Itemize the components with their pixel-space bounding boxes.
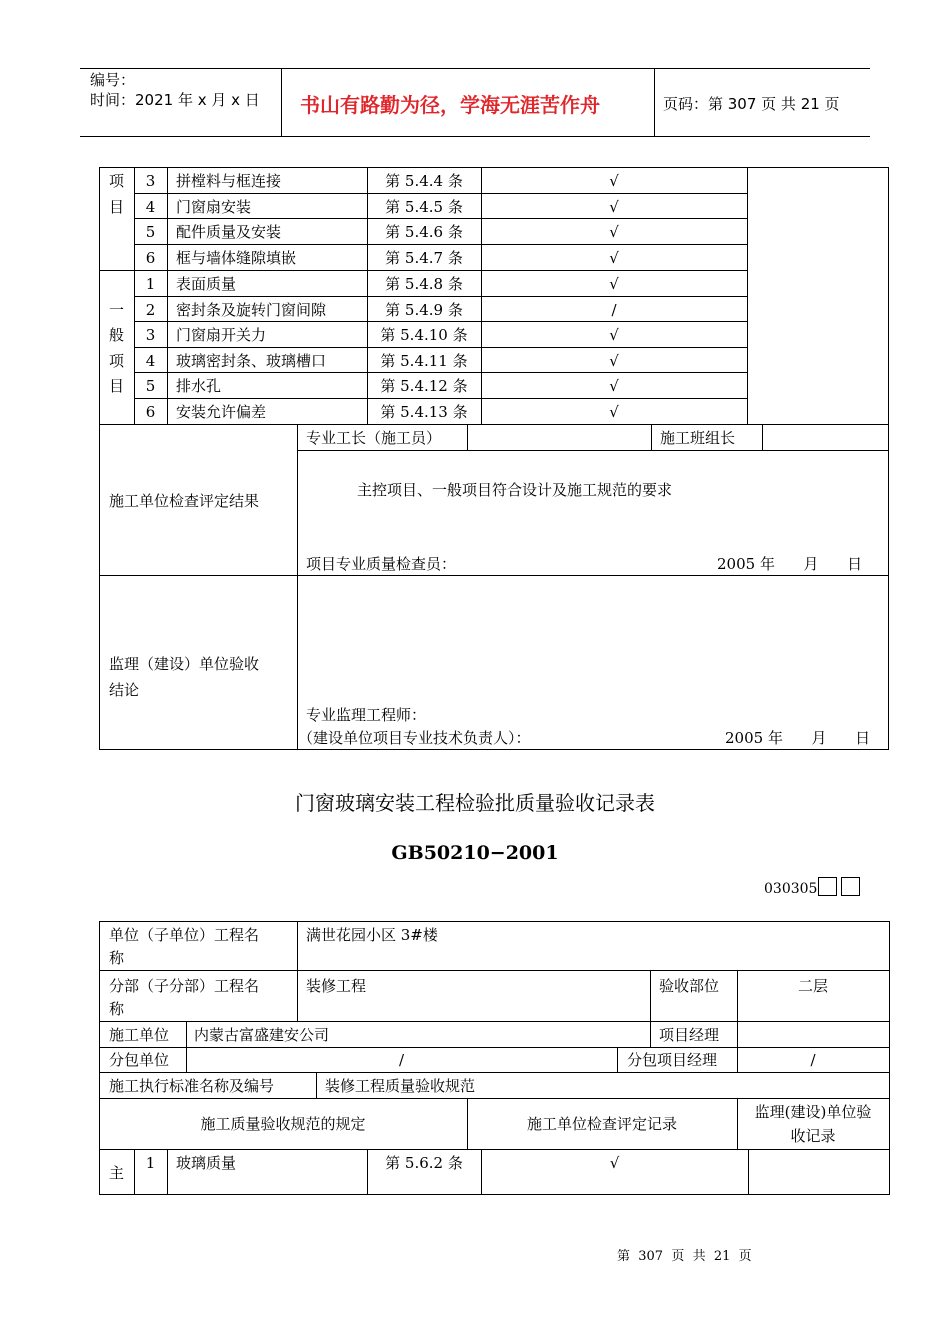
lower-line [99,1072,890,1073]
row-clause: 第 5.4.5 条 [385,198,463,216]
row-num: 5 [145,377,156,395]
lower-line [99,1021,890,1022]
supervisor-engineer-label: 专业监理工程师： [306,706,427,724]
row-num: 1 [145,1154,156,1172]
unit-project-label-2: 称 [109,949,125,967]
row-line [134,244,748,245]
row-num: 6 [145,403,156,421]
header-time-label: 时间：2021 年 x 月 x 日 [90,91,260,109]
row-clause: 第 5.4.10 条 [380,326,468,344]
main-label-1: 项 [109,172,125,190]
upper-bottom-line [99,749,889,750]
lower-line [99,1098,890,1099]
header-number-label: 编号： [90,71,136,89]
row-item: 玻璃密封条、玻璃槽口 [176,352,327,370]
upper-left-border [99,167,100,749]
subcontract-manager-divider [617,1047,618,1072]
form-title: 门窗玻璃安装工程检验批质量验收记录表 [295,791,655,815]
code-box-2 [841,877,860,896]
manager-label-divider [650,1021,651,1047]
row-line [134,218,748,219]
project-manager-label: 项目经理 [659,1026,720,1044]
row-line [134,347,748,348]
general-label-3: 项 [109,352,125,370]
row-result: √ [609,326,619,344]
row-item: 玻璃质量 [176,1154,237,1172]
row-item: 门窗扇开关力 [176,326,267,344]
sub-project-value: 装修工程 [306,977,367,995]
upper-top-line [99,167,889,168]
row-item: 密封条及旋转门窗间隙 [176,301,327,319]
row-line [134,296,748,297]
row-result: √ [609,403,619,421]
row-result: √ [609,352,619,370]
row-line [134,321,748,322]
row-num: 6 [145,249,156,267]
construction-unit-value: 内蒙古富盛建安公司 [194,1026,330,1044]
row-item: 安装允许偏差 [176,403,267,421]
construction-bottom-line [99,575,889,576]
quality-inspector-label: 项目专业质量检查员： [306,555,457,573]
row-num: 4 [145,352,156,370]
row-num: 1 [145,275,156,293]
row-num: 3 [145,326,156,344]
row-num: 3 [145,172,156,190]
label-divider [297,921,298,1021]
leader-divider [651,424,652,450]
upper-right-border [888,167,889,749]
row-group-label: 主 [109,1164,125,1182]
row-clause: 第 5.4.11 条 [380,352,468,370]
col-supervision-header-1: 监理(建设)单位验 [754,1103,872,1121]
lower-right-border [889,921,890,1194]
unit-project-value: 满世花园小区 3#楼 [306,926,438,944]
row-line [99,270,748,271]
lower-line [99,1149,890,1150]
construction-result-label: 施工单位检查评定结果 [109,492,260,510]
row-num: 5 [145,223,156,241]
code-box-1 [818,877,837,896]
row-item: 配件质量及安装 [176,223,282,241]
lower-left-border [99,921,100,1194]
acceptance-part-label: 验收部位 [659,977,720,995]
row-result: √ [609,198,619,216]
manager-value-divider [737,1021,738,1047]
row-clause: 第 5.4.7 条 [385,249,463,267]
row-clause: 第 5.4.9 条 [385,301,463,319]
standard-divider [316,1072,317,1098]
row-result: / [611,301,617,319]
first-row-divider [167,1149,168,1194]
header-motto: 书山有路勤为径，学海无涯苦作舟 [300,93,600,117]
subcontract-manager-label: 分包项目经理 [627,1051,718,1069]
row-item: 排水孔 [176,377,222,395]
row-line [134,372,748,373]
row-result: √ [609,223,619,241]
owner-tech-label: （建设单位项目专业技术负责人）： [298,729,531,747]
row-line [99,424,889,425]
lower-line [99,1047,890,1048]
foreman-label: 专业工长（施工员） [306,429,442,447]
col-supervision-header-2: 收记录 [790,1127,836,1145]
row-item: 拼樘料与框连接 [176,172,282,190]
subcontract-manager-value: / [810,1051,816,1069]
supervision-label-line2: 结论 [109,681,140,699]
foreman-divider [467,424,468,450]
row-result: √ [609,172,619,190]
inspection-date: 2005 年 月 日 [717,555,863,573]
foreman-row-line [297,450,889,451]
row-result: √ [609,1154,620,1172]
supervision-date: 2005 年 月 日 [725,729,871,747]
row-result: √ [609,275,619,293]
row-item: 表面质量 [176,275,237,293]
section-divider [297,424,298,749]
acceptance-part-value: 二层 [797,977,828,995]
unit-project-label-1: 单位（子单位）工程名 [109,926,260,944]
row-num: 2 [145,301,156,319]
form-standard: GB50210−2001 [391,842,559,864]
subcontract-unit-label: 分包单位 [109,1051,170,1069]
header-divider-1 [281,68,282,136]
main-label-2: 目 [109,198,125,216]
col-spec-header: 施工质量验收规范的规定 [200,1115,366,1133]
row-clause: 第 5.6.2 条 [385,1154,463,1172]
part-label-divider [650,970,651,1021]
standard-name-value: 装修工程质量验收规范 [325,1077,476,1095]
sub-project-label-2: 称 [109,1000,125,1018]
sub-project-label-1: 分部（子分部）工程名 [109,977,260,995]
construction-unit-label: 施工单位 [109,1026,170,1044]
subcontract-unit-value: / [398,1051,405,1069]
header-bottom-rule [80,136,870,137]
row-num: 4 [145,198,156,216]
header-page-info: 页码：第 307 页 共 21 页 [663,95,840,113]
general-label-2: 般 [109,326,125,344]
lower-bottom-line [99,1194,890,1195]
lower-line [99,970,890,971]
row-clause: 第 5.4.12 条 [380,377,468,395]
first-row-divider [748,1149,749,1194]
general-label-4: 目 [109,377,125,395]
header-top-rule [80,68,870,69]
form-code: 030305 [764,881,818,897]
team-leader-label: 施工班组长 [660,429,736,447]
col-check-header: 施工单位检查评定记录 [526,1115,677,1133]
construction-conclusion: 主控项目、一般项目符合设计及施工规范的要求 [357,481,673,499]
header-divider-2 [654,68,655,136]
row-clause: 第 5.4.13 条 [380,403,468,421]
unit-label-divider [186,1021,187,1047]
row-clause: 第 5.4.6 条 [385,223,463,241]
leader-value-divider [762,424,763,450]
row-result: √ [609,377,619,395]
row-result: √ [609,249,619,267]
supervision-label-line1: 监理（建设）单位验收 [109,655,260,673]
footer-page: 第 307 页 共 21 页 [617,1249,752,1264]
lower-top-line [99,921,890,922]
row-item: 门窗扇安装 [176,198,252,216]
row-line [134,398,748,399]
row-item: 框与墙体缝隙填嵌 [176,249,297,267]
row-clause: 第 5.4.4 条 [385,172,463,190]
row-line [134,193,748,194]
standard-name-label: 施工执行标准名称及编号 [109,1077,275,1095]
row-clause: 第 5.4.8 条 [385,275,463,293]
general-label-1: 一 [109,301,125,319]
